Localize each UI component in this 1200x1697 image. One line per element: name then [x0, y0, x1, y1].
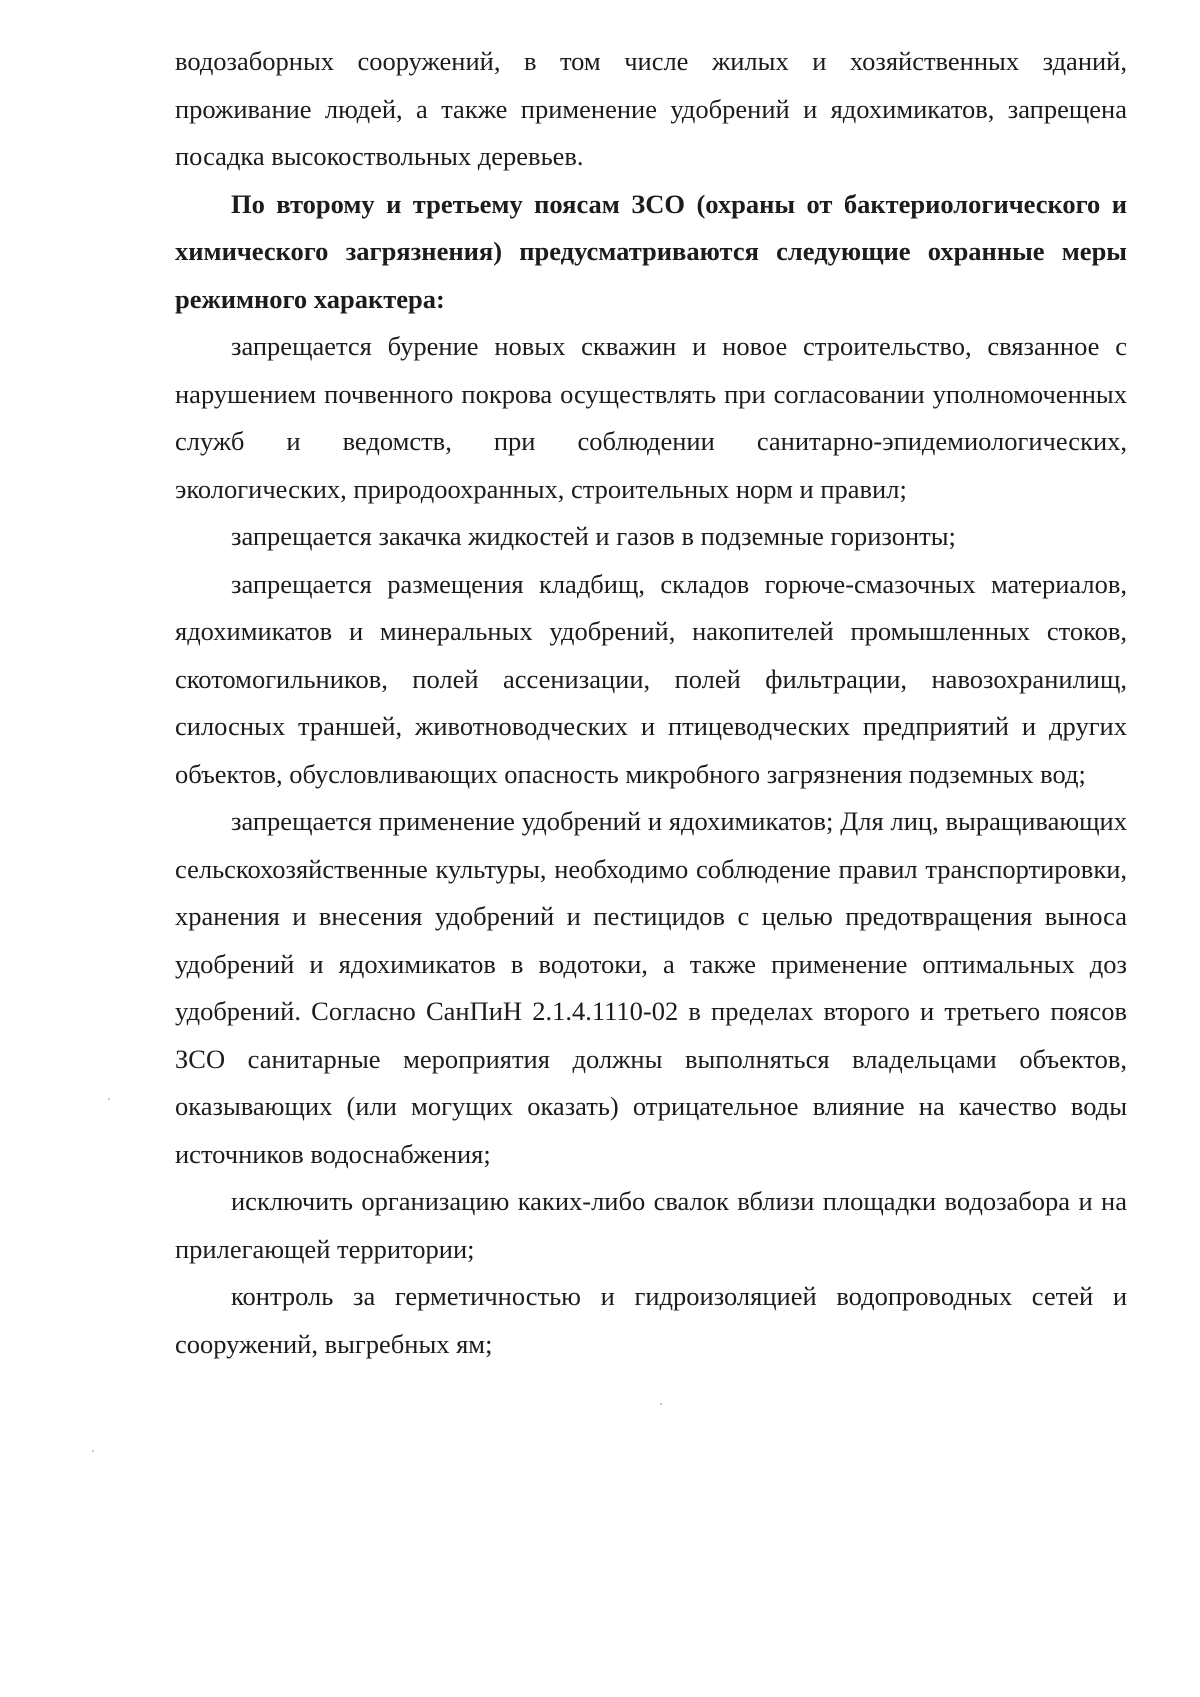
paragraph-placement-ban: запрещается размещения кладбищ, складов горюче-смазочных материалов, ядохимикатов и минеральных удобрений, накопителей промышленных стоков, скотомогильников, полей ассенизации, полей фильтрации, навозохранилищ, силосных траншей, животноводческих и птицеводческих предприятий и других объектов, обусловливающих опасность микробного загрязнения подземных вод;: [175, 568, 1127, 789]
paragraph-drilling-ban: запрещается бурение новых скважин и новое строительство, связанное с нарушением почвенного покрова осуществлять при согласовании уполномоченных служб и ведомств, при соблюдении санитарно-эпидемиологических, экологических, природоохранных, строительных норм и правил;: [175, 331, 1127, 504]
paragraph-injection-ban: запрещается закачка жидкостей и газов в подземные горизонты;: [231, 521, 956, 551]
scan-speck: [108, 1098, 110, 1100]
scan-speck: [660, 1403, 662, 1405]
document-body: [175, 38, 1127, 1368]
paragraph-fertilizer-ban: запрещается применение удобрений и ядохимикатов; Для лиц, выращивающих сельскохозяйственные культуры, необходимо соблюдение правил транспортировки, хранения и внесения удобрений и пестицидов с целью предотвращения выноса удобрений и ядохимикатов в водотоки, а также применение оптимальных доз удобрений. Согласно СанПиН 2.1.4.1110-02 в пределах второго и третьего поясов ЗСО санитарные мероприятия должны выполняться владельцами объектов, оказывающих (или могущих оказать) отрицательное влияние на качество воды источников водоснабжения;: [175, 806, 1127, 1169]
scan-speck: [92, 1450, 94, 1452]
section-heading-zso-belts: По второму и третьему поясам ЗСО (охраны от бактериологического и химического загрязнения) предусматриваются следующие охранные меры режимного характера:: [175, 188, 1127, 314]
paragraph-dump-exclusion: исключить организацию каких-либо свалок вблизи площадки водозабора и на прилегающей территории;: [175, 1186, 1127, 1264]
paragraph-continuation: водозаборных сооружений, в том числе жилых и хозяйственных зданий, проживание людей, а также применение удобрений и ядохимикатов, запрещена посадка высокоствольных деревьев.: [175, 46, 1127, 171]
paragraph-network-control: контроль за герметичностью и гидроизоляцией водопроводных сетей и сооружений, выгребных ям;: [175, 1281, 1127, 1359]
